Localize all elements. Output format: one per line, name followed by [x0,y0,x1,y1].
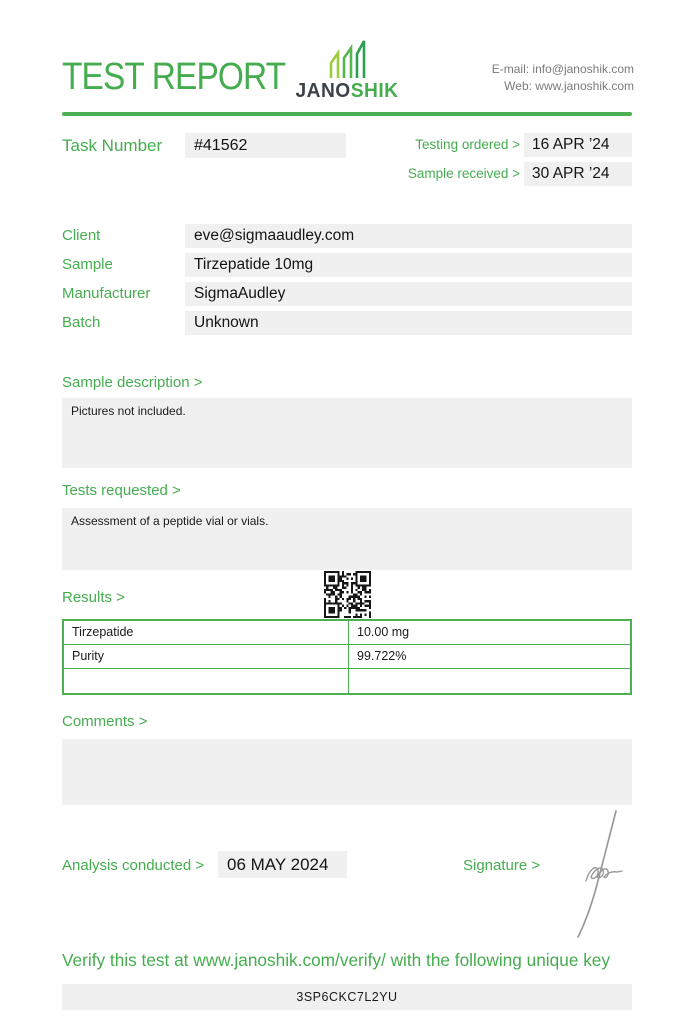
verify-unique-key: 3SP6CKC7L2YU [62,984,632,1010]
comments-box [62,739,632,805]
client-value: eve@sigmaaudley.com [185,224,632,248]
verify-instruction: Verify this test at www.janoshik.com/verify/ with the following unique key [62,950,611,970]
handwritten-signature-image [553,808,633,940]
result-name: Tirzepatide [64,621,349,644]
info-row-sample [0,253,694,277]
task-number-label: Task Number [62,136,163,155]
header-divider [62,112,632,116]
table-row [64,621,630,645]
sample-description-heading: Sample description > [62,374,203,391]
tests-requested-heading: Tests requested > [62,482,181,499]
testing-ordered-value: 16 APR ’24 [524,133,632,157]
qr-code-image [324,571,371,618]
manufacturer-label: Manufacturer [62,285,151,302]
info-row-client [0,224,694,248]
client-label: Client [62,227,101,244]
sample-description-box: Pictures not included. [62,398,632,468]
sample-received-label: Sample received > [407,166,520,181]
result-value [349,669,630,693]
result-value: 99.722% [357,649,407,663]
analysis-conducted-label: Analysis conducted > [62,857,205,874]
signature-label: Signature > [463,857,541,874]
results-heading: Results > [62,589,125,606]
testing-ordered-label: Testing ordered > [415,137,520,152]
contact-web: Web: www.janoshik.com [504,79,634,93]
comments-heading: Comments > [62,713,148,730]
result-value: 10.00 mg [357,625,410,639]
table-row [64,669,630,693]
task-number-value: #41562 [185,133,346,158]
page-title: TEST REPORT [62,56,286,98]
batch-label: Batch [62,314,101,331]
table-row [64,645,630,669]
logo-wordmark-right: SHIK [350,80,399,102]
info-row-manufacturer [0,282,694,306]
logo-wordmark [294,80,400,103]
result-name: Purity [64,645,349,668]
batch-value: Unknown [185,311,632,335]
tests-requested-box: Assessment of a peptide vial or vials. [62,508,632,570]
sample-received-value: 30 APR ’24 [524,162,632,186]
contact-block [492,61,634,95]
analysis-conducted-date: 06 MAY 2024 [218,851,347,878]
sample-label: Sample [62,256,113,273]
contact-email: E-mail: info@janoshik.com [491,62,634,76]
manufacturer-value: SigmaAudley [185,282,632,306]
janoshik-logo [292,38,402,103]
result-name [64,669,349,693]
sample-value: Tirzepatide 10mg [185,253,632,277]
logo-wordmark-left: JANO [295,80,351,102]
results-table [62,619,632,695]
bar-chart-growth-icon [292,38,402,80]
info-row-batch [0,311,694,335]
